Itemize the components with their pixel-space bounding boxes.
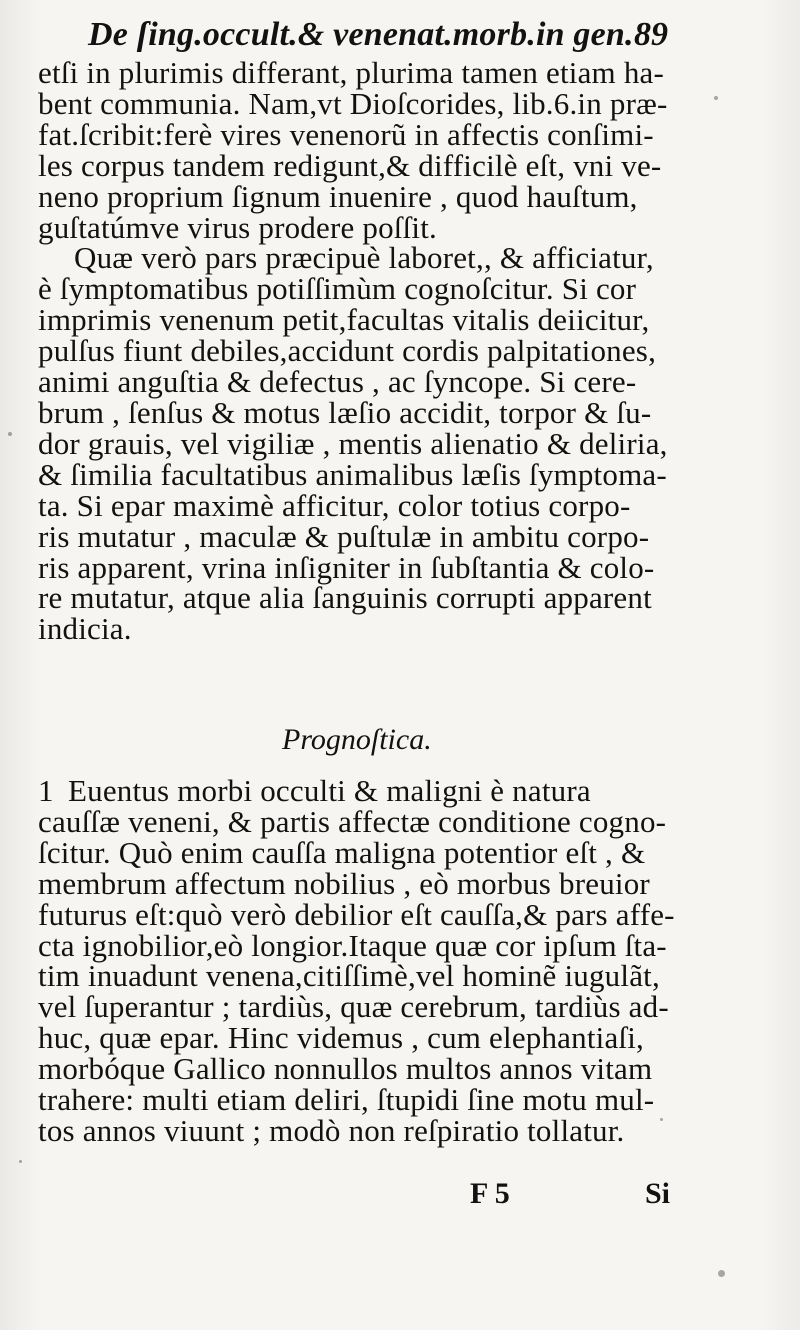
section-title-prognostica: Prognoſtica. <box>282 723 432 756</box>
text-line: morbóque Gallico nonnullos multos annos vitam <box>38 1051 653 1087</box>
text-line: ris apparent, vrina inſigniter in ſubſtantia & colo- <box>38 549 655 585</box>
main-text-block <box>38 55 668 647</box>
text-line: les corpus tandem redigunt,& difficilè eſt, vni ve- <box>38 147 662 183</box>
text-line: ſcitur. Quò enim cauſſa maligna potentior eſt , & <box>38 834 646 870</box>
prognostica-text-block <box>38 773 675 1148</box>
text-line: animi anguſtia & defectus , ac ſyncope. Si cere- <box>38 364 637 400</box>
numbered-first-line <box>38 773 666 808</box>
text-line: ris mutatur , maculæ & puſtulæ in ambitu corpo- <box>38 518 650 554</box>
page-footer <box>470 1177 670 1217</box>
text-line: Euentus morbi occulti & maligni è natura <box>68 773 591 808</box>
catchword: Si <box>644 1177 670 1210</box>
ink-speck <box>718 1270 725 1277</box>
paragraph-start-line: Quæ verò pars præcipuè laboret,, & afficiatur, <box>74 240 654 276</box>
ink-speck <box>660 1118 663 1121</box>
text-line: ta. Si epar maximè afficitur, color totius corpo- <box>38 487 631 523</box>
page-number: 89 <box>634 16 668 53</box>
text-line: membrum affectum nobilius , eò morbus breuior <box>38 865 650 901</box>
signature-mark: F 5 <box>470 1177 510 1210</box>
ink-speck <box>8 432 12 436</box>
text-line: cauſſæ veneni, & partis affectæ conditione cogno- <box>38 803 667 839</box>
text-line: neno proprium ſignum inuenire , quod hauſtum, <box>38 178 638 214</box>
ink-speck <box>714 96 718 100</box>
ink-speck <box>19 1160 22 1163</box>
text-line: guſtatúmve virus prodere poſſit. <box>38 209 437 245</box>
text-line: fat.ſcribit:ferè vires venenorũ in affectis conſimi- <box>38 116 654 152</box>
text-line: futurus eſt:quò verò debilior eſt cauſſa,& pars affe- <box>38 896 675 932</box>
text-line: trahere: multi etiam deliri, ſtupidi ſine motu mul- <box>38 1082 655 1118</box>
item-number: 1 <box>38 773 54 808</box>
text-line: vel ſuperantur ; tardiùs, quæ cerebrum, tardiùs ad- <box>38 989 669 1025</box>
text-line: è ſymptomatibus potiſſimùm cognoſcitur. Si cor <box>38 271 637 307</box>
text-line: tos annos viuunt ; modò non reſpiratio tollatur. <box>38 1112 625 1148</box>
text-line: huc, quæ epar. Hinc videmus , cum elephantiaſi, <box>38 1020 644 1056</box>
text-line: etſi in plurimis differant, plurima tamen etiam ha- <box>38 55 665 90</box>
text-line: bent communia. Nam,vt Dioſcorides, lib.6.in præ- <box>38 85 668 121</box>
text-line: pulſus fiunt debiles,accidunt cordis palpitationes, <box>38 333 657 369</box>
text-line: cta ignobilior,eò longior.Itaque quæ cor ipſum ſta- <box>38 927 667 963</box>
text-line: imprimis venenum petit,facultas vitalis deiicitur, <box>38 302 650 338</box>
text-line: re mutatur, atque alia ſanguinis corrupti apparent <box>38 580 652 616</box>
text-line: brum , ſenſus & motus læſio accidit, torpor & ſu- <box>38 394 652 430</box>
running-head: De ſing.occult.& venenat.morb.in gen. <box>88 16 634 53</box>
text-line: & ſimilia facultatibus animalibus læſis ſymptoma- <box>38 456 667 492</box>
text-line: indicia. <box>38 611 132 647</box>
text-line: tim inuadunt venena,citiſſimè,vel hominẽ iugulãt, <box>38 958 660 994</box>
text-line: dor grauis, vel vigiliæ , mentis alienatio & deliria, <box>38 425 668 461</box>
